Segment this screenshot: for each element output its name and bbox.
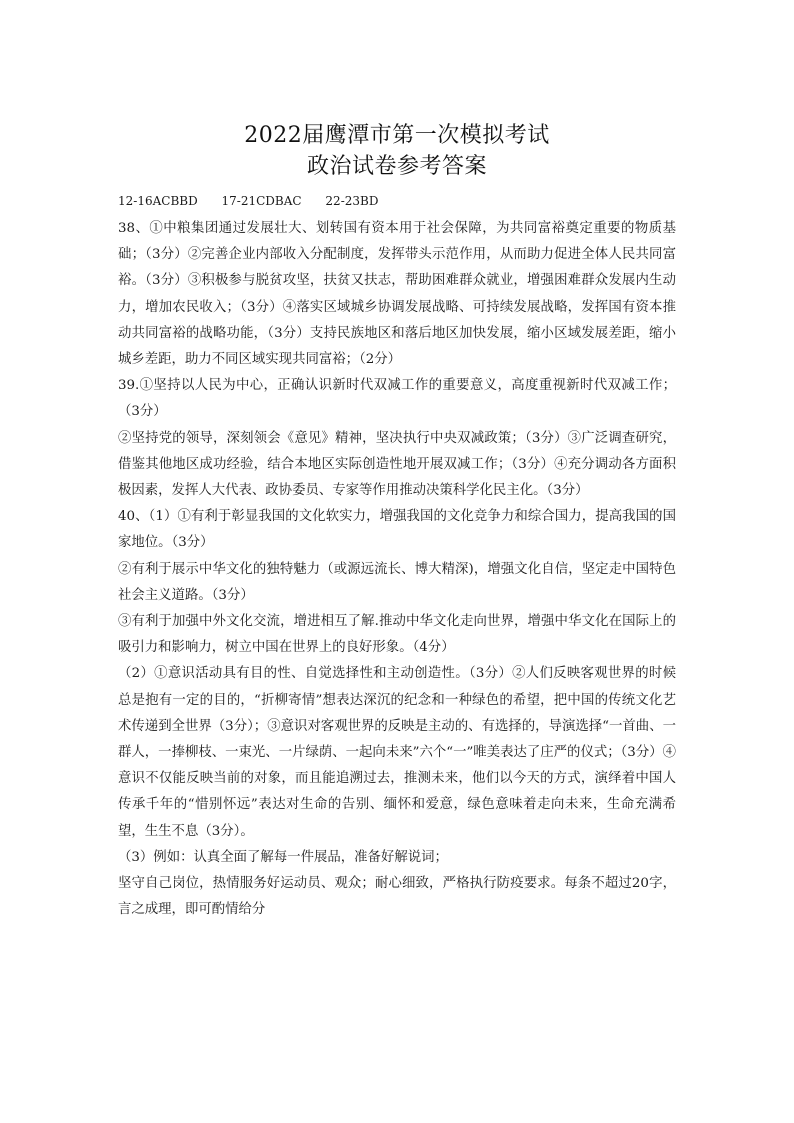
answer-paragraph: ②有利于展示中华文化的独特魅力（或源远流长、博大精深)，增强文化自信，坚定走中国特色社会主义道路。（3分） xyxy=(118,561,676,603)
answer-paragraph: ②坚持党的领导，深刻领会《意见》精神，坚决执行中央双减政策；（3分）③广泛调查研究，借鉴其他地区成功经验，结合本地区实际创造性地开展双减工作；（3分）④充分调动各方面积极因素，发挥人大代表、政协委员、专家等作用推动决策科学化民主化。（3分） xyxy=(118,430,676,499)
answer-paragraph-40-1: 40、（1）①有利于彰显我国的文化软实力，增强我国的文化竞争力和综合国力，提高我国的国家地位。（3分） xyxy=(118,509,676,551)
answer-paragraph-40-2: （2）①意识活动具有目的性、自觉选择性和主动创造性。（3分）②人们反映客观世界的时候总是抱有一定的目的，“折柳寄情”想表达深沉的纪念和一种绿色的希望，把中国的传统文化艺术传递到全世界（3分）；③意识对客观世界的反映是主动的、有选择的，导演选择“一首曲、一群人，一捧柳枝、一束光、一片绿荫、一起向未来”六个“一”唯美表达了庄严的仪式；（3分）④意识不仅能反映当前的对象，而且能追溯过去，推测未来，他们以今天的方式，演绎着中国人传承千年的“惜别怀远”表达对生命的告别、缅怀和爱意，绿色意味着走向未来，生命充满希望，生生不息（3分）。 xyxy=(118,666,676,839)
answer-paragraph-40-3: （3）例如：认真全面了解每一件展品，准备好解说词； xyxy=(118,849,448,865)
answer-paragraph-38: 38、①中粮集团通过发展壮大、划转国有资本用于社会保障，为共同富裕奠定重要的物质基础；（3分）②完善企业内部收入分配制度，发挥带头示范作用，从而助力促进全体人民共同富裕。（3分）③积极参与脱贫攻坚，扶贫又扶志，帮助困难群众就业，增强困难群众发展内生动力，增加农民收入；（3分）④落实区域城乡协调发展战略、可持续发展战略，发挥国有资本推动共同富裕的战略功能，（3分）支持民族地区和落后地区加快发展，缩小区域发展差距，缩小城乡差距，助力不同区域实现共同富裕；（2分） xyxy=(118,221,676,368)
answer-paragraph: 坚守自己岗位，热情服务好运动员、观众；耐心细致，严格执行防疫要求。每条不超过20字，言之成理，即可酌情给分 xyxy=(118,876,676,918)
document-subtitle: 政治试卷参考答案 xyxy=(306,154,487,179)
answer-paragraph: ③有利于加强中外文化交流，增进相互了解.推动中华文化走向世界，增强中华文化在国际上的吸引力和影响力，树立中国在世界上的良好形象。（4分） xyxy=(118,614,676,656)
answer-paragraph-39: 39.①坚持以人民为中心，正确认识新时代双减工作的重要意义，高度重视新时代双减工作；（3分） xyxy=(118,378,676,420)
answer-group: 12-16ACBBD xyxy=(118,194,198,208)
choice-answer-key xyxy=(118,194,398,208)
answer-group: 22-23BD xyxy=(325,194,379,208)
document-title: 2022届鹰潭市第一次模拟考试 xyxy=(244,123,550,148)
answer-body xyxy=(118,216,676,923)
answer-group: 17-21CDBAC xyxy=(221,194,302,208)
